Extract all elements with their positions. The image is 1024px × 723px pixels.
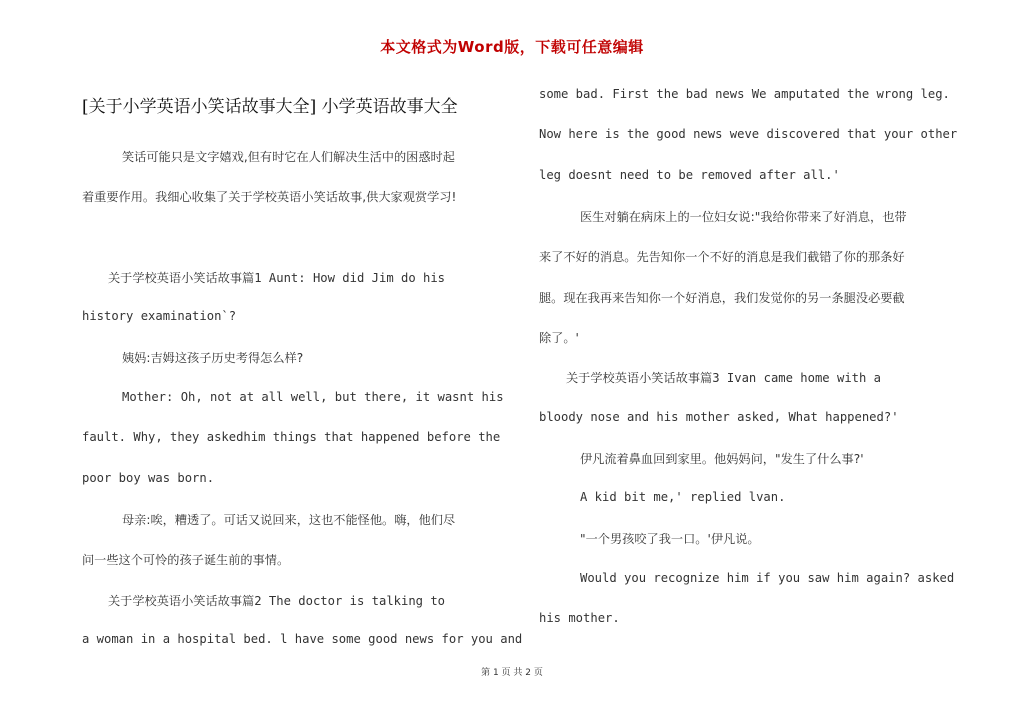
right-line: 来了不好的消息。先告知你一个不好的消息是我们截错了你的那条好 — [539, 250, 905, 264]
right-line: 除了。' — [539, 331, 579, 345]
left-line: 笑话可能只是文字嬉戏,但有时它在人们解决生活中的困惑时起 — [122, 150, 455, 164]
right-line: A kid bit me,' replied lvan. — [580, 490, 786, 504]
right-line: 医生对躺在病床上的一位妇女说:"我给你带来了好消息，也带 — [580, 210, 907, 224]
right-line: some bad. First the bad news We amputated the wrong leg. — [539, 87, 950, 101]
right-line: Would you recognize him if you saw him again? asked — [580, 571, 955, 585]
left-line: 母亲:唉，糟透了。可话又说回来，这也不能怪他。嗨，他们尽 — [122, 513, 456, 527]
right-line: 腿。现在我再来告知你一个好消息，我们发觉你的另一条腿没必要截 — [539, 291, 905, 305]
left-line: 姨妈:吉姆这孩子历史考得怎么样? — [122, 351, 304, 365]
right-line: 关于学校英语小笑话故事篇3 Ivan came home with a — [566, 371, 882, 385]
right-line: his mother. — [539, 611, 620, 625]
right-line: leg doesnt need to be removed after all.' — [539, 168, 840, 182]
left-line: a woman in a hospital bed. l have some good news for you and — [82, 632, 523, 646]
left-line: fault. Why, they askedhim things that happened before the — [82, 430, 501, 444]
right-line: "一个男孩咬了我一口。'伊凡说。 — [580, 532, 760, 546]
left-line: 着重要作用。我细心收集了关于学校英语小笑话故事,供大家观赏学习! — [82, 190, 457, 204]
document-banner: 本文格式为Word版，下载可任意编辑 — [380, 38, 644, 56]
document-title: [关于小学英语小笑话故事大全] 小学英语故事大全 — [82, 97, 458, 117]
left-line: history examination`? — [82, 309, 237, 323]
right-line: 伊凡流着鼻血回到家里。他妈妈问，"发生了什么事?' — [580, 452, 864, 466]
left-line: Mother: Oh, not at all well, but there, it wasnt his — [122, 390, 504, 404]
left-line: 问一些这个可怜的孩子诞生前的事情。 — [82, 553, 290, 567]
left-line: 关于学校英语小笑话故事篇1 Aunt: How did Jim do his — [108, 271, 446, 285]
right-line: bloody nose and his mother asked, What happened?' — [539, 410, 899, 424]
right-line: Now here is the good news weve discovered that your other — [539, 127, 958, 141]
page-footer: 第 1 页 共 2 页 — [481, 668, 543, 678]
left-line: poor boy was born. — [82, 471, 215, 485]
left-line: 关于学校英语小笑话故事篇2 The doctor is talking to — [108, 594, 446, 608]
